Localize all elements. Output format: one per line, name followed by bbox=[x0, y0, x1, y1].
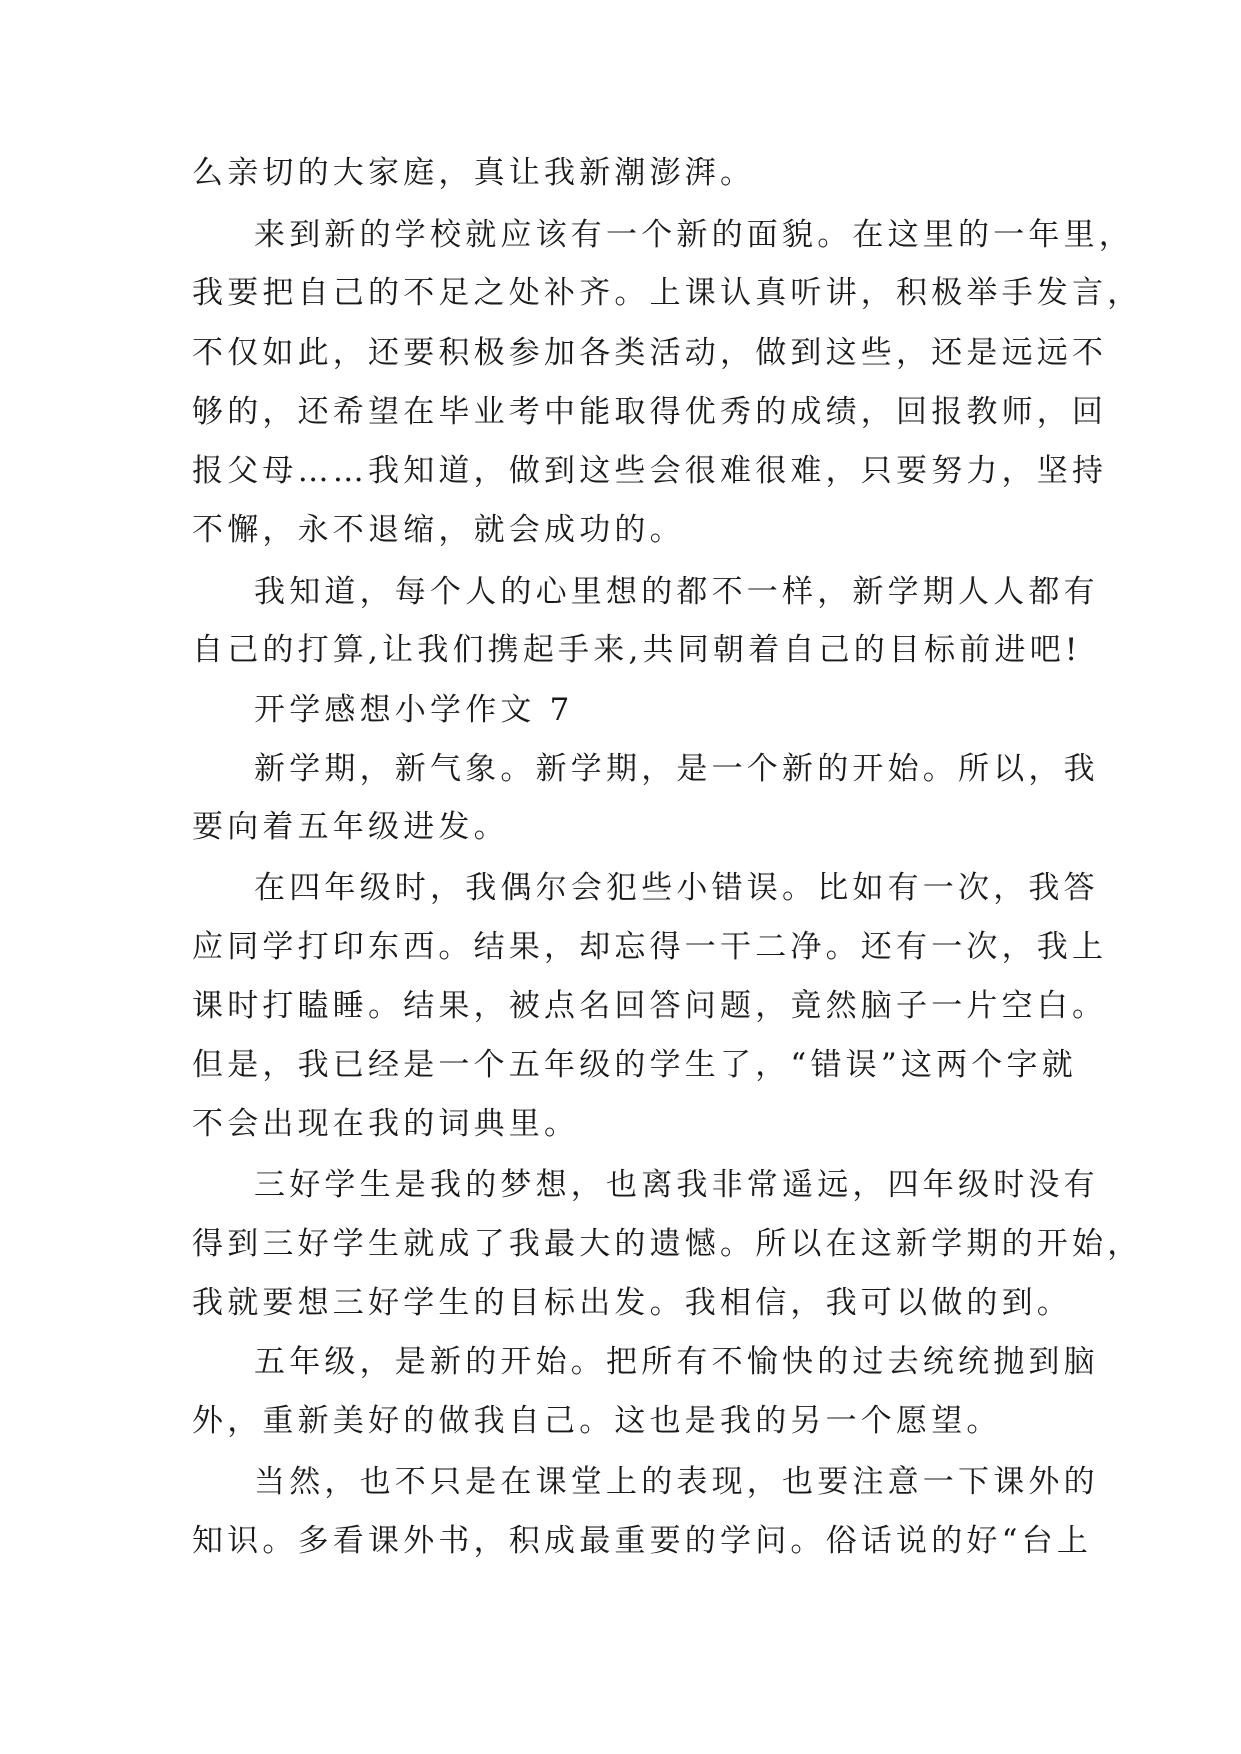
section-heading: 开学感想小学作文 7 bbox=[254, 692, 574, 728]
text-line: 不会出现在我的词典里。 bbox=[192, 1106, 580, 1142]
text-line: 课时打瞌睡。结果，被点名回答问题，竟然脑子一片空白。 bbox=[192, 988, 1108, 1024]
paragraph-first-line: 当然，也不只是在课堂上的表现，也要注意一下课外的 bbox=[254, 1464, 1099, 1500]
text-line: 知识。多看课外书，积成最重要的学问。俗话说的好“台上 bbox=[192, 1523, 1093, 1559]
text-line: 外，重新美好的做我自己。这也是我的另一个愿望。 bbox=[192, 1403, 1002, 1439]
text-line: 我就要想三好学生的目标出发。我相信，我可以做的到。 bbox=[192, 1285, 1072, 1321]
text-line: 要向着五年级进发。 bbox=[192, 809, 509, 845]
text-line: 自己的打算,让我们携起手来,共同朝着自己的目标前进吧! bbox=[192, 632, 1082, 668]
text-line: 报父母……我知道，做到这些会很难很难，只要努力，坚持 bbox=[192, 453, 1108, 489]
text-line: 不仅如此，还要积极参加各类活动，做到这些，还是远远不 bbox=[192, 335, 1108, 371]
text-line: 但是，我已经是一个五年级的学生了，“错误”这两个字就 bbox=[192, 1047, 1077, 1083]
text-line: 得到三好学生就成了我最大的遗憾。所以在这新学期的开始， bbox=[192, 1226, 1143, 1262]
text-line: 么亲切的大家庭，真让我新潮澎湃。 bbox=[192, 155, 756, 191]
paragraph-first-line: 新学期，新气象。新学期，是一个新的开始。所以，我 bbox=[254, 751, 1099, 787]
paragraph-first-line: 我知道，每个人的心里想的都不一样，新学期人人都有 bbox=[254, 574, 1099, 610]
paragraph-first-line: 在四年级时，我偶尔会犯些小错误。比如有一次，我答 bbox=[254, 870, 1099, 906]
paragraph-first-line: 五年级，是新的开始。把所有不愉快的过去统统抛到脑 bbox=[254, 1344, 1099, 1380]
paragraph-first-line: 来到新的学校就应该有一个新的面貌。在这里的一年里， bbox=[254, 217, 1134, 253]
text-line: 够的，还希望在毕业考中能取得优秀的成绩，回报教师，回 bbox=[192, 394, 1108, 430]
text-line: 不懈，永不退缩，就会成功的。 bbox=[192, 512, 685, 548]
paragraph-first-line: 三好学生是我的梦想，也离我非常遥远，四年级时没有 bbox=[254, 1167, 1099, 1203]
text-line: 我要把自己的不足之处补齐。上课认真听讲，积极举手发言， bbox=[192, 275, 1143, 311]
text-line: 应同学打印东西。结果，却忘得一干二净。还有一次，我上 bbox=[192, 929, 1108, 965]
